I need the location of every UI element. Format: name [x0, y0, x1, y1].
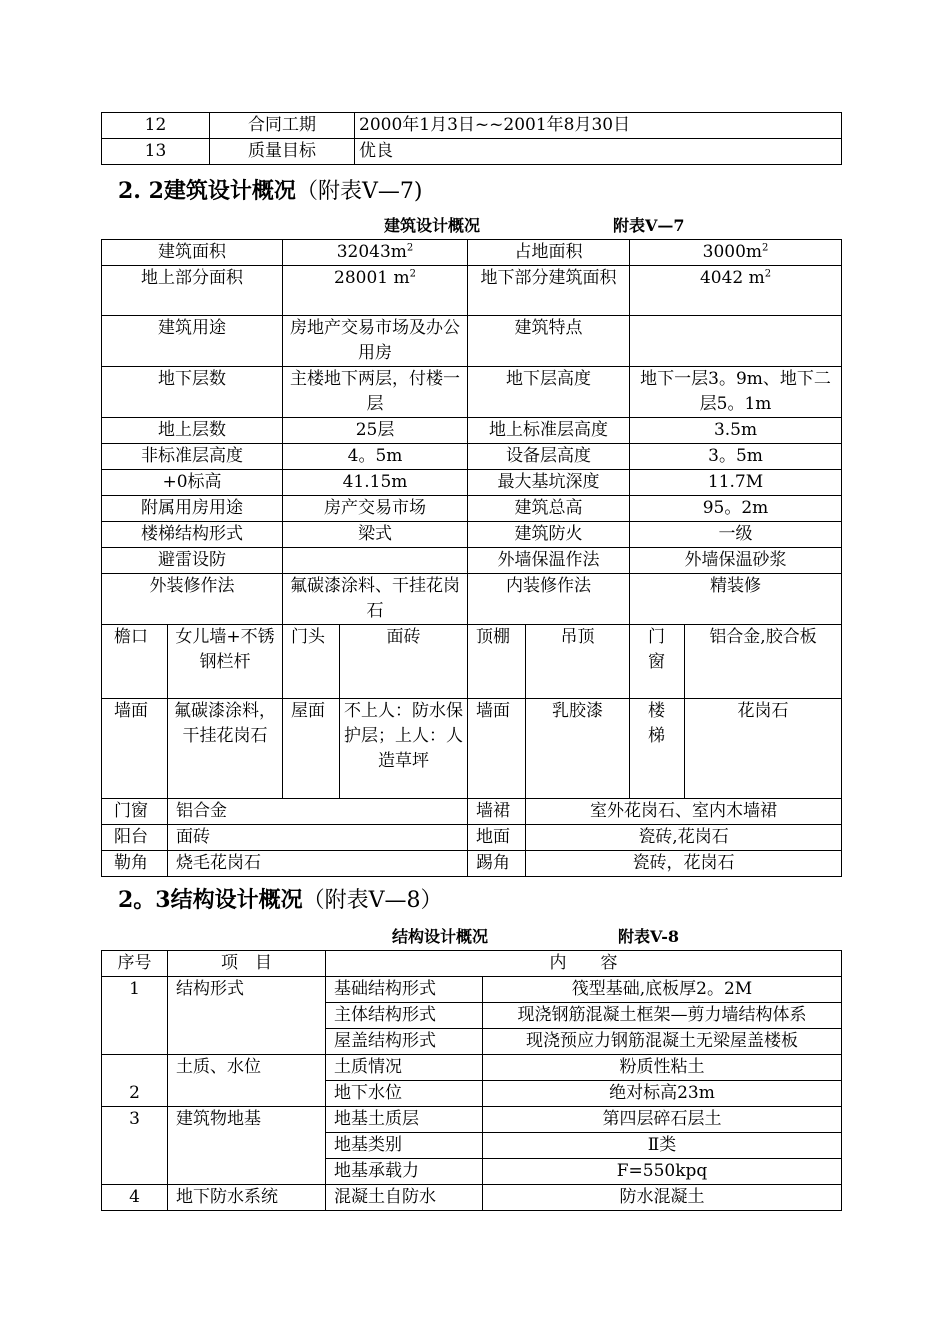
- label-std-height: 地上标准层高度: [468, 418, 630, 444]
- label-aux-use: 附属用房用途: [102, 496, 283, 522]
- finish-value: 烧毛花岗石: [168, 851, 468, 877]
- row-value: Ⅱ类: [483, 1133, 842, 1159]
- row-value: 筏型基础,底板厚2。2M: [483, 977, 842, 1003]
- value-below-floors: 主楼地下两层，付楼一层: [283, 367, 468, 418]
- group-no: 1: [102, 977, 168, 1055]
- group-no: 3: [102, 1107, 168, 1185]
- label-zero-elevation: +0标高: [102, 470, 283, 496]
- table-caption-ref: 附表V-8: [618, 927, 680, 946]
- finish-label: 门头: [283, 625, 340, 699]
- label-building-area: 建筑面积: [102, 240, 283, 266]
- finish-value: 不上人：防水保护层；上人：人造草坪: [340, 699, 468, 799]
- value-total-height: 95。2m: [630, 496, 842, 522]
- value-below-area: 4042 $m^2$: [630, 266, 842, 316]
- finish-value: 面砖: [168, 825, 468, 851]
- value-equip-height: 3。5m: [630, 444, 842, 470]
- value-interior-finish: 精装修: [630, 574, 842, 625]
- label-total-height: 建筑总高: [468, 496, 630, 522]
- finish-label: 楼梯: [630, 699, 685, 799]
- section-heading-2-3-bold: 2。3结构设计概况: [118, 887, 303, 913]
- value-std-height: 3.5m: [630, 418, 842, 444]
- label-insulation: 外墙保温作法: [468, 548, 630, 574]
- label-below-height: 地下层高度: [468, 367, 630, 418]
- label-use: 建筑用途: [102, 316, 283, 367]
- finish-value: 面砖: [340, 625, 468, 699]
- finish-label: 墙面: [468, 699, 526, 799]
- finish-label: 阳台: [102, 825, 168, 851]
- row-key: 土质情况: [326, 1055, 483, 1081]
- architecture-table: [101, 239, 842, 877]
- label-above-area: 地上部分面积: [102, 266, 283, 316]
- row-value: 绝对标高23m: [483, 1081, 842, 1107]
- value-lightning: [283, 548, 468, 574]
- row-key: 地基土质层: [326, 1107, 483, 1133]
- group-item: 地下防水系统: [168, 1185, 326, 1211]
- value-use: 房地产交易市场及办公用房: [283, 316, 468, 367]
- finish-value: 花岗石: [685, 699, 842, 799]
- value-aux-use: 房产交易市场: [283, 496, 468, 522]
- header-content: 内 容: [326, 951, 842, 977]
- section-heading-2-3: [118, 885, 443, 916]
- row-value: 第四层碎石层土: [483, 1107, 842, 1133]
- row-key: 屋盖结构形式: [326, 1029, 483, 1055]
- label-interior-finish: 内装修作法: [468, 574, 630, 625]
- header-no: 序号: [102, 951, 168, 977]
- section-heading-2-3-ref: （附表V—8）: [302, 888, 443, 913]
- finish-label: 门窗: [102, 799, 168, 825]
- row-content: 2000年1月3日~~2001年8月30日: [355, 113, 842, 139]
- label-feature: 建筑特点: [468, 316, 630, 367]
- table-caption-ref: 附表V—7: [613, 216, 685, 235]
- section-heading-2-2-bold: 2. 2建筑设计概况: [118, 178, 296, 204]
- label-stair-structure: 楼梯结构形式: [102, 522, 283, 548]
- row-value: 防水混凝土: [483, 1185, 842, 1211]
- label-nonstd-height: 非标准层高度: [102, 444, 283, 470]
- label-lightning: 避雷设防: [102, 548, 283, 574]
- finish-value: 乳胶漆: [526, 699, 630, 799]
- group-item: 建筑物地基: [168, 1107, 326, 1185]
- value-feature: [630, 316, 842, 367]
- value-land-area: $3000m^2$: [630, 240, 842, 266]
- finish-value: 室外花岗石、室内木墙裙: [526, 799, 842, 825]
- group-item: 结构形式: [168, 977, 326, 1055]
- row-key: 地基类别: [326, 1133, 483, 1159]
- finish-value: 铝合金: [168, 799, 468, 825]
- finish-label: 墙面: [102, 699, 168, 799]
- finish-label: 踢角: [468, 851, 526, 877]
- group-no: 4: [102, 1185, 168, 1211]
- header-item: 项 目: [168, 951, 326, 977]
- finish-value: 铝合金,胶合板: [685, 625, 842, 699]
- section-heading-2-2: [118, 176, 422, 207]
- row-content: 优良: [355, 139, 842, 165]
- section-heading-2-2-ref: （附表V—7): [295, 179, 423, 204]
- label-land-area: 占地面积: [468, 240, 630, 266]
- table-caption-title: 建筑设计概况: [384, 216, 481, 235]
- value-exterior-finish: 氟碳漆涂料、干挂花岗石: [283, 574, 468, 625]
- value-above-area: 28001 $m^2$: [283, 266, 468, 316]
- finish-value: 吊顶: [526, 625, 630, 699]
- finish-label: 地面: [468, 825, 526, 851]
- value-stair-structure: 梁式: [283, 522, 468, 548]
- group-item: 土质、水位: [168, 1055, 326, 1107]
- label-below-area: 地下部分建筑面积: [468, 266, 630, 316]
- finish-label: 顶棚: [468, 625, 526, 699]
- finish-label: 墙裙: [468, 799, 526, 825]
- label-fire-rating: 建筑防火: [468, 522, 630, 548]
- label-above-floors: 地上层数: [102, 418, 283, 444]
- finish-label: 檐口: [102, 625, 168, 699]
- finish-label: 勒角: [102, 851, 168, 877]
- value-building-area: $32043m^2$: [283, 240, 468, 266]
- label-exterior-finish: 外装修作法: [102, 574, 283, 625]
- finish-label: 门窗: [630, 625, 685, 699]
- row-value: 粉质性粘土: [483, 1055, 842, 1081]
- row-key: 主体结构形式: [326, 1003, 483, 1029]
- row-value: 现浇钢筋混凝土框架—剪力墙结构体系: [483, 1003, 842, 1029]
- row-no: 13: [102, 139, 210, 165]
- label-equip-height: 设备层高度: [468, 444, 630, 470]
- finish-value: 女儿墙+不锈钢栏杆: [168, 625, 283, 699]
- row-key: 混凝土自防水: [326, 1185, 483, 1211]
- finish-value: 氟碳漆涂料，干挂花岗石: [168, 699, 283, 799]
- structure-table: [101, 950, 842, 1211]
- value-fire-rating: 一级: [630, 522, 842, 548]
- row-key: 基础结构形式: [326, 977, 483, 1003]
- contract-table: [101, 112, 842, 165]
- value-pit-depth: 11.7M: [630, 470, 842, 496]
- row-item: 质量目标: [210, 139, 355, 165]
- label-pit-depth: 最大基坑深度: [468, 470, 630, 496]
- finish-label: 屋面: [283, 699, 340, 799]
- value-zero-elevation: 41.15m: [283, 470, 468, 496]
- row-key: 地下水位: [326, 1081, 483, 1107]
- group-no: 2: [102, 1055, 168, 1107]
- row-key: 地基承载力: [326, 1159, 483, 1185]
- row-no: 12: [102, 113, 210, 139]
- finish-value: 瓷砖,花岗石: [526, 825, 842, 851]
- row-value: 现浇预应力钢筋混凝土无梁屋盖楼板: [483, 1029, 842, 1055]
- value-insulation: 外墙保温砂浆: [630, 548, 842, 574]
- value-above-floors: 25层: [283, 418, 468, 444]
- finish-value: 瓷砖，花岗石: [526, 851, 842, 877]
- table-caption-title: 结构设计概况: [392, 927, 489, 946]
- value-below-height: 地下一层3。9m、地下二层5。1m: [630, 367, 842, 418]
- row-value: F=550kpq: [483, 1159, 842, 1185]
- row-item: 合同工期: [210, 113, 355, 139]
- value-nonstd-height: 4。5m: [283, 444, 468, 470]
- label-below-floors: 地下层数: [102, 367, 283, 418]
